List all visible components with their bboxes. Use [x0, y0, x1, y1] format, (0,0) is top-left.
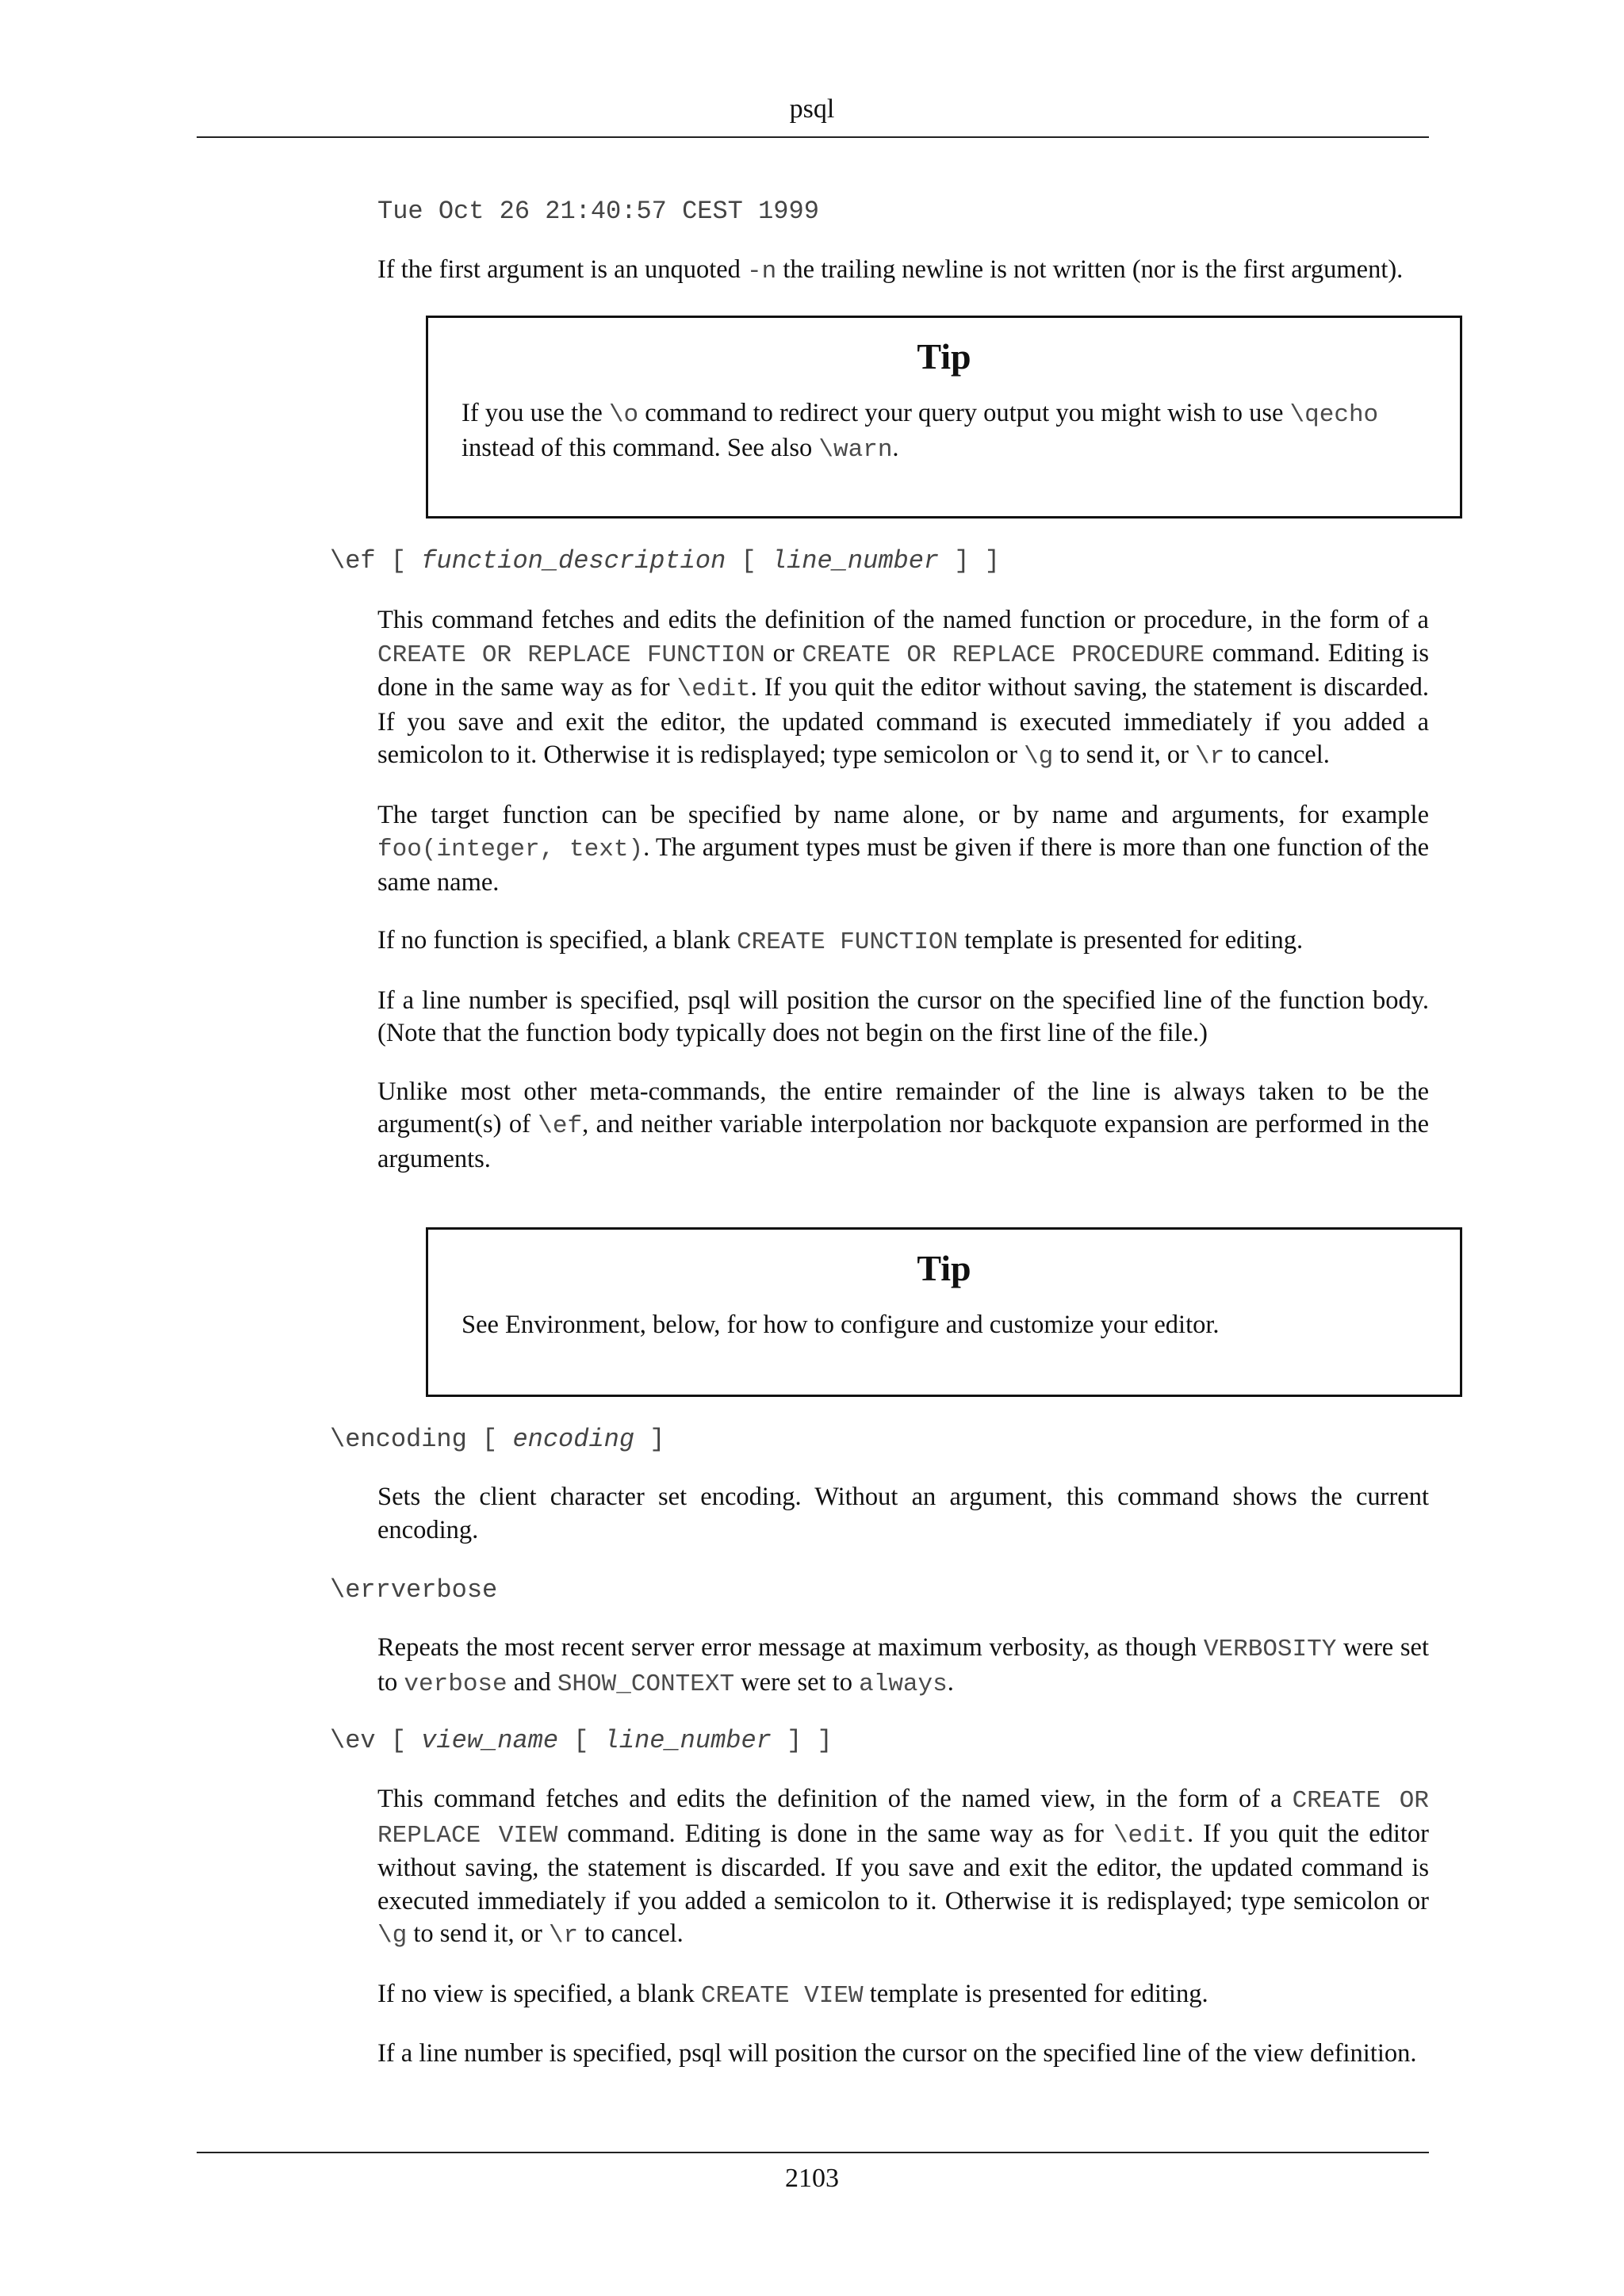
example-output-line: Tue Oct 26 21:40:57 CEST 1999 — [377, 197, 819, 226]
running-header: psql — [789, 94, 835, 124]
ef-paragraph-1: This command fetches and edits the definition of the named function or procedure, in the form of a CREATE OR REPLACE FUNCTION or CREATE OR REPLACE PROCEDURE command. Editing is done in the same way as for \edit. If you quit the editor without saving, the statement is discarded. If you save and exit the editor, the updated command is executed immediately if you added a semicolon to it. Otherwise it is redisplayed; type semicolon or \g to send it, or \r to cancel. — [377, 606, 1429, 771]
ef-paragraph-2: The target function can be specified by name alone, or by name and arguments, for example foo(integer, text). The argument types must be given if there is more than one function of the same name. — [377, 800, 1430, 897]
ev-paragraph-3: If a line number is specified, psql will position the cursor on the specified line of the view definition. — [377, 2039, 1417, 2068]
errverbose-paragraph: Repeats the most recent server error message at maximum verbosity, as though VERBOSITY were set to verbose and SHOW_CONTEXT were set to always. — [377, 1633, 1430, 1698]
tip-title: Tip — [917, 336, 971, 377]
page-number: 2103 — [785, 2164, 839, 2193]
tip-box-editor — [426, 1227, 1462, 1397]
code-n: -n — [747, 258, 777, 285]
ev-description — [377, 1783, 1429, 2071]
tip-text: If you use the \o command to redirect your query output you might wish to use \qecho instead of this command. See also \warn. — [462, 399, 1379, 464]
ef-description — [377, 604, 1429, 1176]
ef-paragraph-4: If a line number is specified, psql will position the cursor on the specified line of the function body. (Note that the function body typically does not begin on the first line of the file.) — [377, 985, 1429, 1047]
ev-paragraph-1: This command fetches and edits the definition of the named view, in the form of a CREATE OR REPLACE VIEW command. Editing is done in the same way as for \edit. If you quit the editor without saving, the statement is discarded. If you save and exit the editor, the updated command is executed immediately if you added a semicolon to it. Otherwise it is redisplayed; type semicolon or \g to send it, or \r to cancel. — [377, 1785, 1430, 1950]
ef-paragraph-3: If no function is specified, a blank CREATE FUNCTION template is presented for editing. — [377, 926, 1304, 956]
term-errverbose: \errverbose — [330, 1575, 498, 1605]
footer-rule — [197, 2152, 1429, 2153]
term-ef: \ef [ function_description [ line_number ] ] — [330, 546, 1000, 576]
encoding-paragraph: Sets the client character set encoding. Without an argument, this command shows the current encoding. — [377, 1483, 1429, 1544]
echo-note-paragraph: If the first argument is an unquoted -n the trailing newline is not written (nor is the first argument). — [377, 255, 1404, 285]
tip-title: Tip — [917, 1248, 971, 1288]
ef-paragraph-5: Unlike most other meta-commands, the entire remainder of the line is always taken to be the argument(s) of \ef, and neither variable interpolation nor backquote expansion are performed in the arguments. — [377, 1077, 1429, 1173]
header-rule — [197, 136, 1429, 138]
tip-box-redirect — [426, 316, 1462, 519]
term-encoding: \encoding [ encoding ] — [330, 1425, 665, 1454]
term-ev: \ev [ view_name [ line_number ] ] — [330, 1726, 833, 1755]
ev-paragraph-2: If no view is specified, a blank CREATE VIEW template is presented for editing. — [377, 1979, 1208, 2010]
tip-text: See Environment, below, for how to configure and customize your editor. — [462, 1311, 1220, 1339]
